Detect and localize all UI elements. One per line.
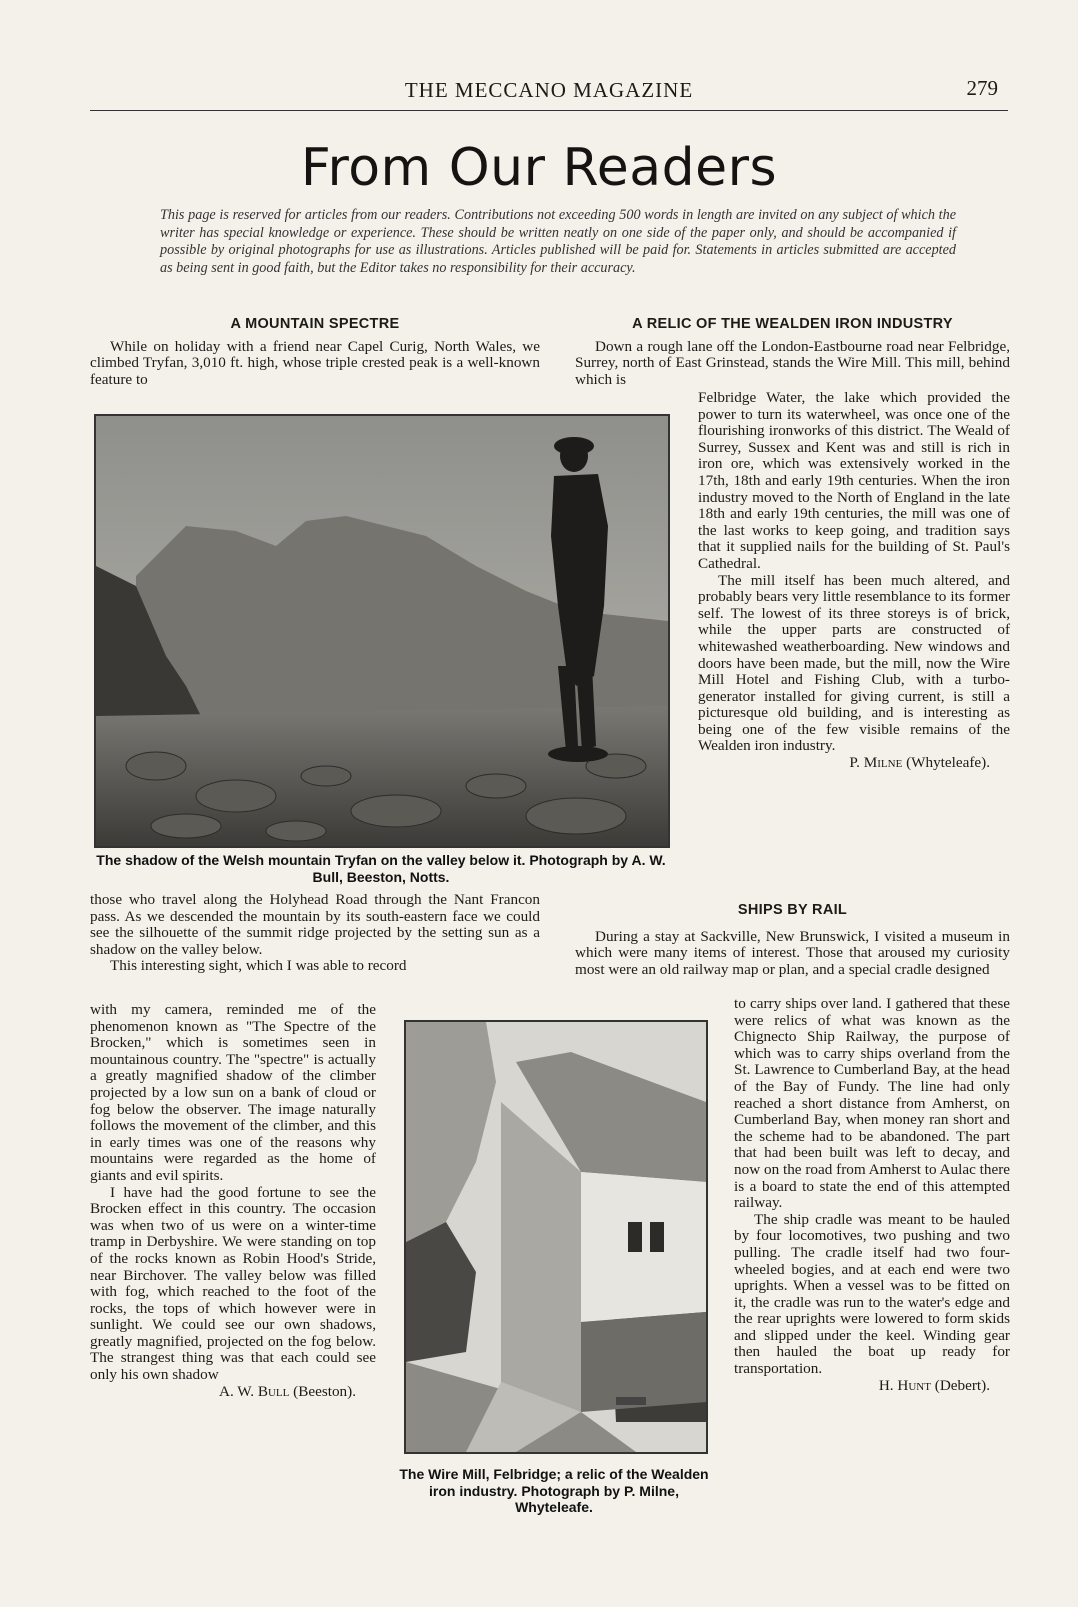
article-mountain-spectre-bottom — [90, 1002, 376, 1400]
author-place: (Debert). — [934, 1376, 990, 1394]
paragraph: those who travel along the Holyhead Road through the Nant Francon pass. As we descended the mountain by its south-eastern face we could see the silhouette of the summit ridge projected by the setting sun as a shadow on the valley below. — [90, 891, 540, 958]
signature-milne — [698, 755, 1010, 772]
article-ships-bottom — [734, 996, 1010, 1394]
heading-wealden-iron: A RELIC OF THE WEALDEN IRON INDUSTRY — [632, 316, 953, 332]
wire-mill-photo-image — [406, 1022, 706, 1452]
caption-tryfan: The shadow of the Welsh mountain Tryfan on the valley below it. Photograph by A. W. Bull, Beeston, Notts. — [96, 852, 666, 885]
paragraph: with my camera, reminded me of the phenomenon known as "The Spectre of the Brocken," which is sometimes seen in mountainous country. The "spectre" is actually a greatly magnified shadow of the climber projected by a low sun on a bank of cloud or fog below the observer. The image naturally follows the movement of the climber, and this in early times was one of the reasons why mountains were regarded as the home of giants and evil spirits. — [90, 1001, 376, 1184]
heading-mountain-spectre: A MOUNTAIN SPECTRE — [230, 316, 400, 332]
author-name: A. W. Bull — [219, 1382, 290, 1400]
photo-wire-mill — [404, 1020, 708, 1454]
paragraph: to carry ships over land. I gathered that these were relics of what was known as the Chignecto Ship Railway, the purpose of which was to carry ships overland from the St. Lawrence to Cumberland Bay, at the head of the Bay of Fundy. The line had only reached a short distance from Amherst, on Cumberland Bay, when money ran short and the scheme had to be abandoned. The part that had been built was left to decay, and now on the road from Amherst to Aulac there is a board to state the end of this attempted railway. — [734, 995, 1010, 1212]
caption-wire-mill: The Wire Mill, Felbridge; a relic of the Wealden iron industry. Photograph by P. Milne, Whyteleafe. — [399, 1466, 709, 1515]
signature-bull — [90, 1384, 376, 1401]
page-number: 279 — [966, 76, 998, 100]
page-title: From Our Readers — [300, 138, 778, 198]
article-mountain-spectre-top — [90, 316, 540, 388]
page-header — [90, 74, 1008, 111]
author-place: (Whyteleafe). — [906, 754, 990, 772]
article-wealden-top — [575, 316, 1010, 388]
intro-note: This page is reserved for articles from our readers. Contributions not exceeding 500 words in length are invited on any subject of which the writer has special knowledge or experience. These should be written neatly on one side of the paper only, and should be accompanied if possible by original photographs for use as illustrations. Articles published will be paid for. Statements in articles submitted are accepted as being sent in good faith, but the Editor takes no responsibility for their accuracy. — [160, 207, 956, 276]
paragraph: Down a rough lane off the London-Eastbourne road near Felbridge, Surrey, north of East Grinstead, stands the Wire Mill. This mill, behind which is — [575, 337, 1010, 388]
paragraph: The ship cradle was meant to be hauled by four locomotives, two pushing and two pulling. The cradle itself had two four-wheeled bogies, and at each end were two uprights. When a vessel was to be fitted on it, the cradle was run to the water's edge and the rear uprights were lowered to form skids and slipped under the keel. Winding gear then hauled the boat up ready for transportation. — [734, 1210, 1010, 1378]
author-name: H. Hunt — [878, 1376, 931, 1394]
heading-ships-by-rail: SHIPS BY RAIL — [737, 902, 848, 918]
paragraph: While on holiday with a friend near Capel Curig, North Wales, we climbed Tryfan, 3,010 ft. high, whose triple crested peak is a well-known feature to — [90, 337, 540, 388]
mountain-photo-image — [96, 416, 668, 846]
article-wealden-bottom — [698, 390, 1010, 772]
signature-hunt — [734, 1378, 1010, 1395]
author-place: (Beeston). — [293, 1382, 356, 1400]
paragraph: I have had the good fortune to see the Brocken effect in this country. The occasion was when two of us were on a winter-time tramp in Derbyshire. We were standing on top of the rocks known as Robin Hood's Stride, near Birchover. The valley below was filled with fog, which reached to the foot of the rocks, the tops of which however were in sunlight. We could see our own shadows, greatly magnified, projected on the fog below. The strangest thing was that each could see only his own shadow — [90, 1183, 376, 1384]
article-ships-top — [575, 902, 1010, 978]
paragraph: During a stay at Sackville, New Brunswick, I visited a museum in which were many items of interest. Those that aroused my curiosity most were an old railway map or plan, and a special cradle designed — [575, 927, 1010, 978]
photo-tryfan-shadow — [94, 414, 670, 848]
paragraph: The mill itself has been much altered, and probably bears very little resemblance to its former self. The lowest of its three storeys is of brick, while the upper parts are constructed of whitewashed weatherboarding. New windows and doors have been made, but the mill, now the Wire Mill Hotel and Fishing Club, with a turbo-generator installed for giving current, is still a picturesque old building, and is interesting as being one of the few visible remains of the Wealden iron industry. — [698, 571, 1010, 755]
author-name: P. Milne — [849, 754, 903, 772]
paragraph: Felbridge Water, the lake which provided the power to turn its waterwheel, was once one of the flourishing ironworks of this district. The Weald of Surrey, Sussex and Kent was and still is rich in iron ore, which was extensively worked in the 17th, 18th and early 19th centuries. When the iron industry moved to the North of England in the late 18th and early 19th centuries, the mill was one of the last works to keep going, and tradition says that it supplied nails for the building of St. Paul's Cathedral. — [698, 389, 1010, 572]
paragraph: This interesting sight, which I was able to record — [110, 957, 407, 975]
magazine-name: THE MECCANO MAGAZINE — [404, 78, 694, 102]
article-mountain-spectre-middle — [90, 892, 540, 975]
